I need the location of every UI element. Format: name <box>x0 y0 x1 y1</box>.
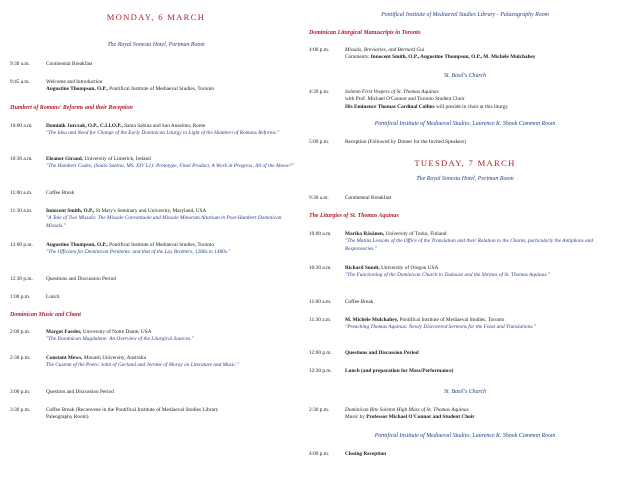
day-heading-monday: MONDAY, 6 MARCH <box>106 12 206 22</box>
section-heading: Dominican Music and Chant <box>10 312 81 318</box>
speaker-name: Augustine Thompson, O.P., <box>46 86 108 93</box>
entry-text: with Prof. Michael O'Connor and Toronto Student Choir <box>345 96 465 103</box>
venue-heading: Pontifical Institute of Mediaeval Studies, Laurence K. Shook Common Room <box>374 433 556 439</box>
talk-title: "A Tale of Two Missals: The Missale Conventuale and Missale Minorum Altarium in Post-Humbert Dominican Missals." <box>46 215 282 229</box>
entry-text: Paleography Room) <box>46 414 89 421</box>
section-heading: Humbert of Romans' Reforms and their Reception <box>10 105 133 111</box>
entry-text: will preside in choir at this liturgy <box>434 103 508 110</box>
speaker-name: Marika Räsänen, <box>345 231 385 237</box>
venue-heading: The Royal Sonesta Hotel, Portman Room <box>416 176 514 182</box>
presider-name: His Eminence Thomas Cardinal Collins <box>345 103 435 110</box>
speaker-name: Innocent Smith, O.P., <box>46 208 95 214</box>
entry-text: Coffee Break (Reconvene in the Pontifical Institute of Mediaeval Studies Library <box>46 407 219 413</box>
speaker-affiliation: Pontifical Institute of Mediaeval Studies, Toronto <box>398 317 505 323</box>
entry-time: 11:30 a.m. <box>10 208 33 214</box>
speaker-name: Eleanor Giraud, <box>46 156 83 162</box>
speaker-affiliation: Monash University, Australia <box>82 355 147 361</box>
entry-time: 12:30 p.m. <box>10 276 33 282</box>
entry-time: 1:00 p.m. <box>10 294 31 300</box>
speaker-name: Dominik Jurczak, O.P., C.I.I.O.P., <box>46 123 123 129</box>
speaker-name: M. Michèle Mulchahey, <box>345 317 399 323</box>
entry-text: Questions and Discussion Period <box>345 350 419 356</box>
service-title: Dominican Rite Solemn High Mass of St. Thomas Aquinas <box>345 407 469 413</box>
speaker-affiliation: Santa Sabina and San Anselmo, Rome <box>122 123 206 129</box>
speaker-name: Constant Mews, <box>46 355 83 361</box>
entry-time: 2:00 p.m. <box>10 329 31 335</box>
entry-time: 11:00 a.m. <box>309 299 332 305</box>
entry-time: 10:30 a.m. <box>309 265 332 271</box>
entry-text: Continental Breakfast <box>345 195 392 201</box>
venue-heading: St. Basil's Church <box>443 73 487 79</box>
speaker-name: Margot Fassler, <box>46 329 82 335</box>
entry-time: 2:30 p.m. <box>309 407 330 413</box>
venue-heading: St. Basil's Church <box>443 389 487 395</box>
day-heading-tuesday: TUESDAY, 7 MARCH <box>414 158 516 168</box>
venue-heading: Pontifical Institute of Mediaeval Studies, Laurence K. Shook Common Room <box>374 121 556 127</box>
performers: Professor Michael O'Connor and Student Choir <box>366 414 475 421</box>
session-title: Missals, Breviaries, and Bernard Gui <box>345 47 425 53</box>
commentators: Innocent Smith, O.P., Augustine Thompson, O.P., M. Michèle Mulchahey <box>370 54 536 61</box>
entry-text: Lunch <box>46 294 60 300</box>
venue-heading: Pontifical Institute of Mediaeval Studies Library - Palaeography Room <box>381 12 549 18</box>
entry-time: 4:00 p.m. <box>309 47 330 53</box>
speaker-affiliation: University of Turku, Finland <box>384 231 447 237</box>
entry-text: Coffee Break <box>46 190 75 196</box>
talk-title: "The Idea and Need for Change of the Early Dominican Liturgy in Light of the Humbert of Romans Reforms." <box>46 130 280 137</box>
entry-time: 9:45 a.m. <box>10 79 30 85</box>
comments-label: Comments: <box>345 54 371 61</box>
entry-time: 11:00 a.m. <box>10 190 33 196</box>
entry-time: 2:30 p.m. <box>10 355 31 361</box>
speaker-affiliation: University of Limerick, Ireland <box>83 156 151 162</box>
speaker-affiliation: University of Notre Dame, USA <box>81 329 152 335</box>
entry-time: 11:30 a.m. <box>309 317 332 323</box>
entry-text: Music by <box>345 414 367 421</box>
speaker-affiliation: Pontifical Institute of Mediaeval Studies, Toronto <box>107 242 215 248</box>
entry-text: Lunch (and preparation for Mass/Performance) <box>345 368 454 374</box>
entry-text: Reception (Followed by Dinner for the Invited Speakers) <box>345 139 467 145</box>
entry-time: 12:00 p.m. <box>10 242 33 248</box>
talk-title: "The Functioning of the Dominican Church in Toulouse and the Shrines of St. Thomas Aquinas." <box>345 272 550 279</box>
talk-title: "The Humbert Codex, (Santa Sabina, MS. XIV L1): Prototype, Final Product, A Work in Progress, All of the Above?" <box>46 163 294 170</box>
section-heading: The Liturgies of St. Thomas Aquinas <box>309 213 399 219</box>
entry-text: Questions and Discussion Period <box>46 276 116 282</box>
entry-time: 4:30 p.m. <box>309 89 330 95</box>
speaker-affiliation: Pontifical Institute of Mediaeval Studies, Toronto <box>107 86 215 93</box>
entry-time: 4:00 p.m. <box>309 451 330 457</box>
speaker-name: Richard Sundt, <box>345 265 380 271</box>
right-column <box>309 0 621 489</box>
talk-title: The Custom of the Poets: John of Garland and Jerome of Moray on Literature and Music." <box>46 362 240 369</box>
entry-time: 12:00 p.m. <box>309 350 332 356</box>
entry-text: Continental Breakfast <box>46 61 93 67</box>
entry-text: Welcome and Introduction <box>46 79 103 85</box>
entry-time: 10:00 a.m. <box>10 123 33 129</box>
service-title: Solemn First Vespers of St. Thomas Aquinas <box>345 89 439 95</box>
entry-text: Closing Reception <box>345 451 387 457</box>
entry-time: 5:00 p.m. <box>309 139 330 145</box>
entry-time: 10:30 a.m. <box>10 156 33 162</box>
entry-time: 10:00 a.m. <box>309 231 332 237</box>
entry-time: 9:30 a.m. <box>309 195 329 201</box>
left-column <box>10 0 302 489</box>
talk-title: "The Dominican Magdalene: An Overview of the Liturgical Sources." <box>46 336 194 343</box>
entry-time: 3:30 p.m. <box>10 407 31 413</box>
entry-text: Coffee Break <box>345 299 374 305</box>
speaker-name: Augustine Thompson, O.P., <box>46 242 108 248</box>
talk-title: "Preaching Thomas Aquinas: Newly Discovered Sermons for the Feast and Translations." <box>345 324 536 331</box>
speaker-affiliation: University of Oregon USA <box>379 265 439 271</box>
talk-title: "The Officium for Dominican Penitents: and that of the Lay Brothers, 1280s to 1480s." <box>46 249 231 256</box>
entry-time: 3:00 p.m. <box>10 389 31 395</box>
entry-text: Question and Discussion Period <box>46 389 114 395</box>
venue-heading: The Royal Sonesta Hotel, Portman Room <box>107 42 205 48</box>
entry-time: 9:30 a.m. <box>10 61 30 67</box>
entry-time: 12:30 p.m. <box>309 368 332 374</box>
talk-title: "The Matins Lessons of the Office of the Translation and their Relation to the Chants, particularly the Antiphons and Responsories." <box>345 238 593 252</box>
speaker-affiliation: St Mary's Seminary and University, Maryland, USA <box>94 208 207 214</box>
section-heading: Dominican Liturgical Manuscripts in Toronto <box>309 30 421 36</box>
